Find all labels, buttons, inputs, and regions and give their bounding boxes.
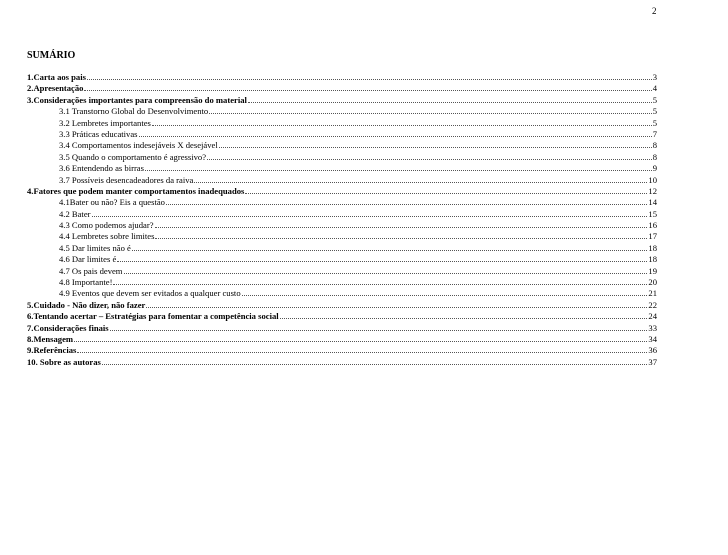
toc-dot-leader [113, 277, 647, 285]
toc-entry[interactable] [27, 277, 657, 288]
toc-dot-leader [117, 254, 647, 262]
toc-entry[interactable] [27, 334, 657, 345]
toc-entry[interactable] [27, 357, 657, 368]
toc-entry-label: 3.6 Entendendo as birras [59, 163, 144, 174]
toc-entry-page-number: 3 [652, 72, 657, 82]
toc-entry-page-number: 20 [648, 277, 657, 288]
toc-dot-leader [207, 152, 652, 160]
toc-entry-page-number: 24 [648, 311, 657, 322]
toc-entry[interactable] [27, 288, 657, 299]
toc-entry[interactable] [27, 197, 657, 208]
toc-dot-leader [242, 288, 648, 296]
toc-dot-leader [87, 72, 652, 80]
toc-entry-page-number: 9 [652, 163, 657, 174]
toc-dot-leader [139, 129, 652, 137]
toc-dot-leader [209, 106, 652, 114]
toc-entry[interactable] [27, 118, 657, 129]
toc-entry-page-number: 8 [652, 140, 657, 151]
toc-entry-label: 3.7 Possíveis desencadeadores da raiva [59, 174, 194, 185]
toc-entry-page-number: 7 [652, 128, 657, 139]
page-number: 2 [652, 6, 657, 16]
toc-dot-leader [132, 243, 648, 251]
toc-entry-page-number: 18 [648, 242, 657, 253]
toc-entry[interactable] [27, 266, 657, 277]
toc-dot-leader [166, 197, 647, 205]
toc-dot-leader [152, 118, 652, 126]
toc-dot-leader [102, 357, 648, 365]
toc-entry-label: 7.Considerações finais [27, 322, 109, 333]
toc-entry-page-number: 8 [652, 151, 657, 162]
toc-entry-page-number: 21 [648, 288, 657, 299]
toc-entry-label: 4.1Bater ou não? Eis a questão [59, 197, 165, 208]
toc-dot-leader [219, 140, 652, 148]
toc-dot-leader [92, 209, 648, 217]
toc-entry-page-number: 5 [652, 117, 657, 128]
toc-entry-label: 4.2 Bater [59, 208, 91, 219]
toc-entry-page-number: 5 [652, 94, 657, 105]
toc-entry-label: 10. Sobre as autoras [27, 356, 101, 367]
toc-entry-label: 4.6 Dar limites é [59, 254, 117, 265]
toc-entry-label: 9.Referências [27, 345, 77, 356]
toc-entry-label: 3.3 Práticas educativas [59, 128, 138, 139]
toc-dot-leader [280, 311, 648, 319]
toc-dot-leader [77, 345, 647, 353]
toc-entry-label: 4.4 Lembretes sobre limites [59, 231, 155, 242]
table-of-contents [27, 72, 657, 368]
toc-entry[interactable] [27, 323, 657, 334]
toc-title: SUMÁRIO [27, 50, 76, 61]
toc-entry-label: 3.1 Transtorno Global do Desenvolvimento [59, 106, 209, 117]
toc-entry-label: 1.Carta aos pais [27, 72, 86, 82]
toc-entry[interactable] [27, 129, 657, 140]
toc-entry-page-number: 22 [648, 299, 657, 310]
toc-entry[interactable] [27, 95, 657, 106]
toc-entry[interactable] [27, 345, 657, 356]
toc-entry-label: 3.4 Comportamentos indesejáveis X desejável [59, 140, 218, 151]
toc-entry-label: 2.Apresentação [27, 83, 84, 94]
toc-dot-leader [245, 186, 647, 194]
toc-entry-page-number: 33 [648, 322, 657, 333]
toc-dot-leader [146, 300, 647, 308]
toc-entry-page-number: 10 [648, 174, 657, 185]
toc-entry-page-number: 5 [652, 106, 657, 117]
toc-entry-page-number: 16 [648, 220, 657, 231]
toc-entry-page-number: 19 [648, 265, 657, 276]
toc-entry-page-number: 37 [648, 356, 657, 367]
toc-entry-label: 4.Fatores que podem manter comportamentos inadequados [27, 185, 245, 196]
toc-entry-page-number: 17 [648, 231, 657, 242]
toc-dot-leader [124, 266, 648, 274]
toc-entry[interactable] [27, 83, 657, 94]
toc-entry-label: 4.7 Os pais devem [59, 265, 123, 276]
toc-dot-leader [74, 334, 647, 342]
toc-entry-page-number: 12 [648, 185, 657, 196]
toc-entry[interactable] [27, 163, 657, 174]
toc-entry-label: 4.9 Eventos que devem ser evitados a qualquer custo [59, 288, 241, 299]
toc-entry[interactable] [27, 220, 657, 231]
toc-entry-label: 4.5 Dar limites não é [59, 242, 131, 253]
toc-entry-page-number: 14 [648, 197, 657, 208]
toc-entry-label: 3.Considerações importantes para compreensão do material [27, 94, 247, 105]
toc-entry[interactable] [27, 186, 657, 197]
toc-entry-page-number: 36 [648, 345, 657, 356]
toc-entry[interactable] [27, 72, 657, 83]
toc-entry-label: 4.8 Importante! [59, 277, 113, 288]
toc-entry-label: 3.2 Lembretes importantes [59, 117, 151, 128]
toc-entry[interactable] [27, 209, 657, 220]
toc-entry-page-number: 15 [648, 208, 657, 219]
toc-entry[interactable] [27, 231, 657, 242]
toc-dot-leader [84, 83, 651, 91]
toc-entry[interactable] [27, 140, 657, 151]
toc-dot-leader [110, 323, 648, 331]
toc-dot-leader [145, 163, 652, 171]
toc-entry[interactable] [27, 243, 657, 254]
toc-entry-label: 4.3 Como podemos ajudar? [59, 220, 154, 231]
toc-dot-leader [194, 175, 647, 183]
toc-entry[interactable] [27, 254, 657, 265]
toc-dot-leader [155, 231, 647, 239]
toc-entry[interactable] [27, 300, 657, 311]
toc-dot-leader [155, 220, 648, 228]
toc-entry-label: 8.Mensagem [27, 333, 74, 344]
toc-entry-page-number: 34 [648, 333, 657, 344]
toc-entry[interactable] [27, 106, 657, 117]
toc-entry-label: 6.Tentando acertar – Estratégias para fomentar a competência social [27, 311, 279, 322]
toc-entry[interactable] [27, 152, 657, 163]
toc-entry-label: 3.5 Quando o comportamento é agressivo? [59, 151, 207, 162]
toc-dot-leader [248, 95, 652, 103]
toc-entry-page-number: 18 [648, 254, 657, 265]
toc-entry[interactable] [27, 311, 657, 322]
toc-entry-label: 5.Cuidado - Não dizer, não fazer [27, 299, 146, 310]
toc-entry-page-number: 4 [652, 83, 657, 94]
toc-entry[interactable] [27, 175, 657, 186]
